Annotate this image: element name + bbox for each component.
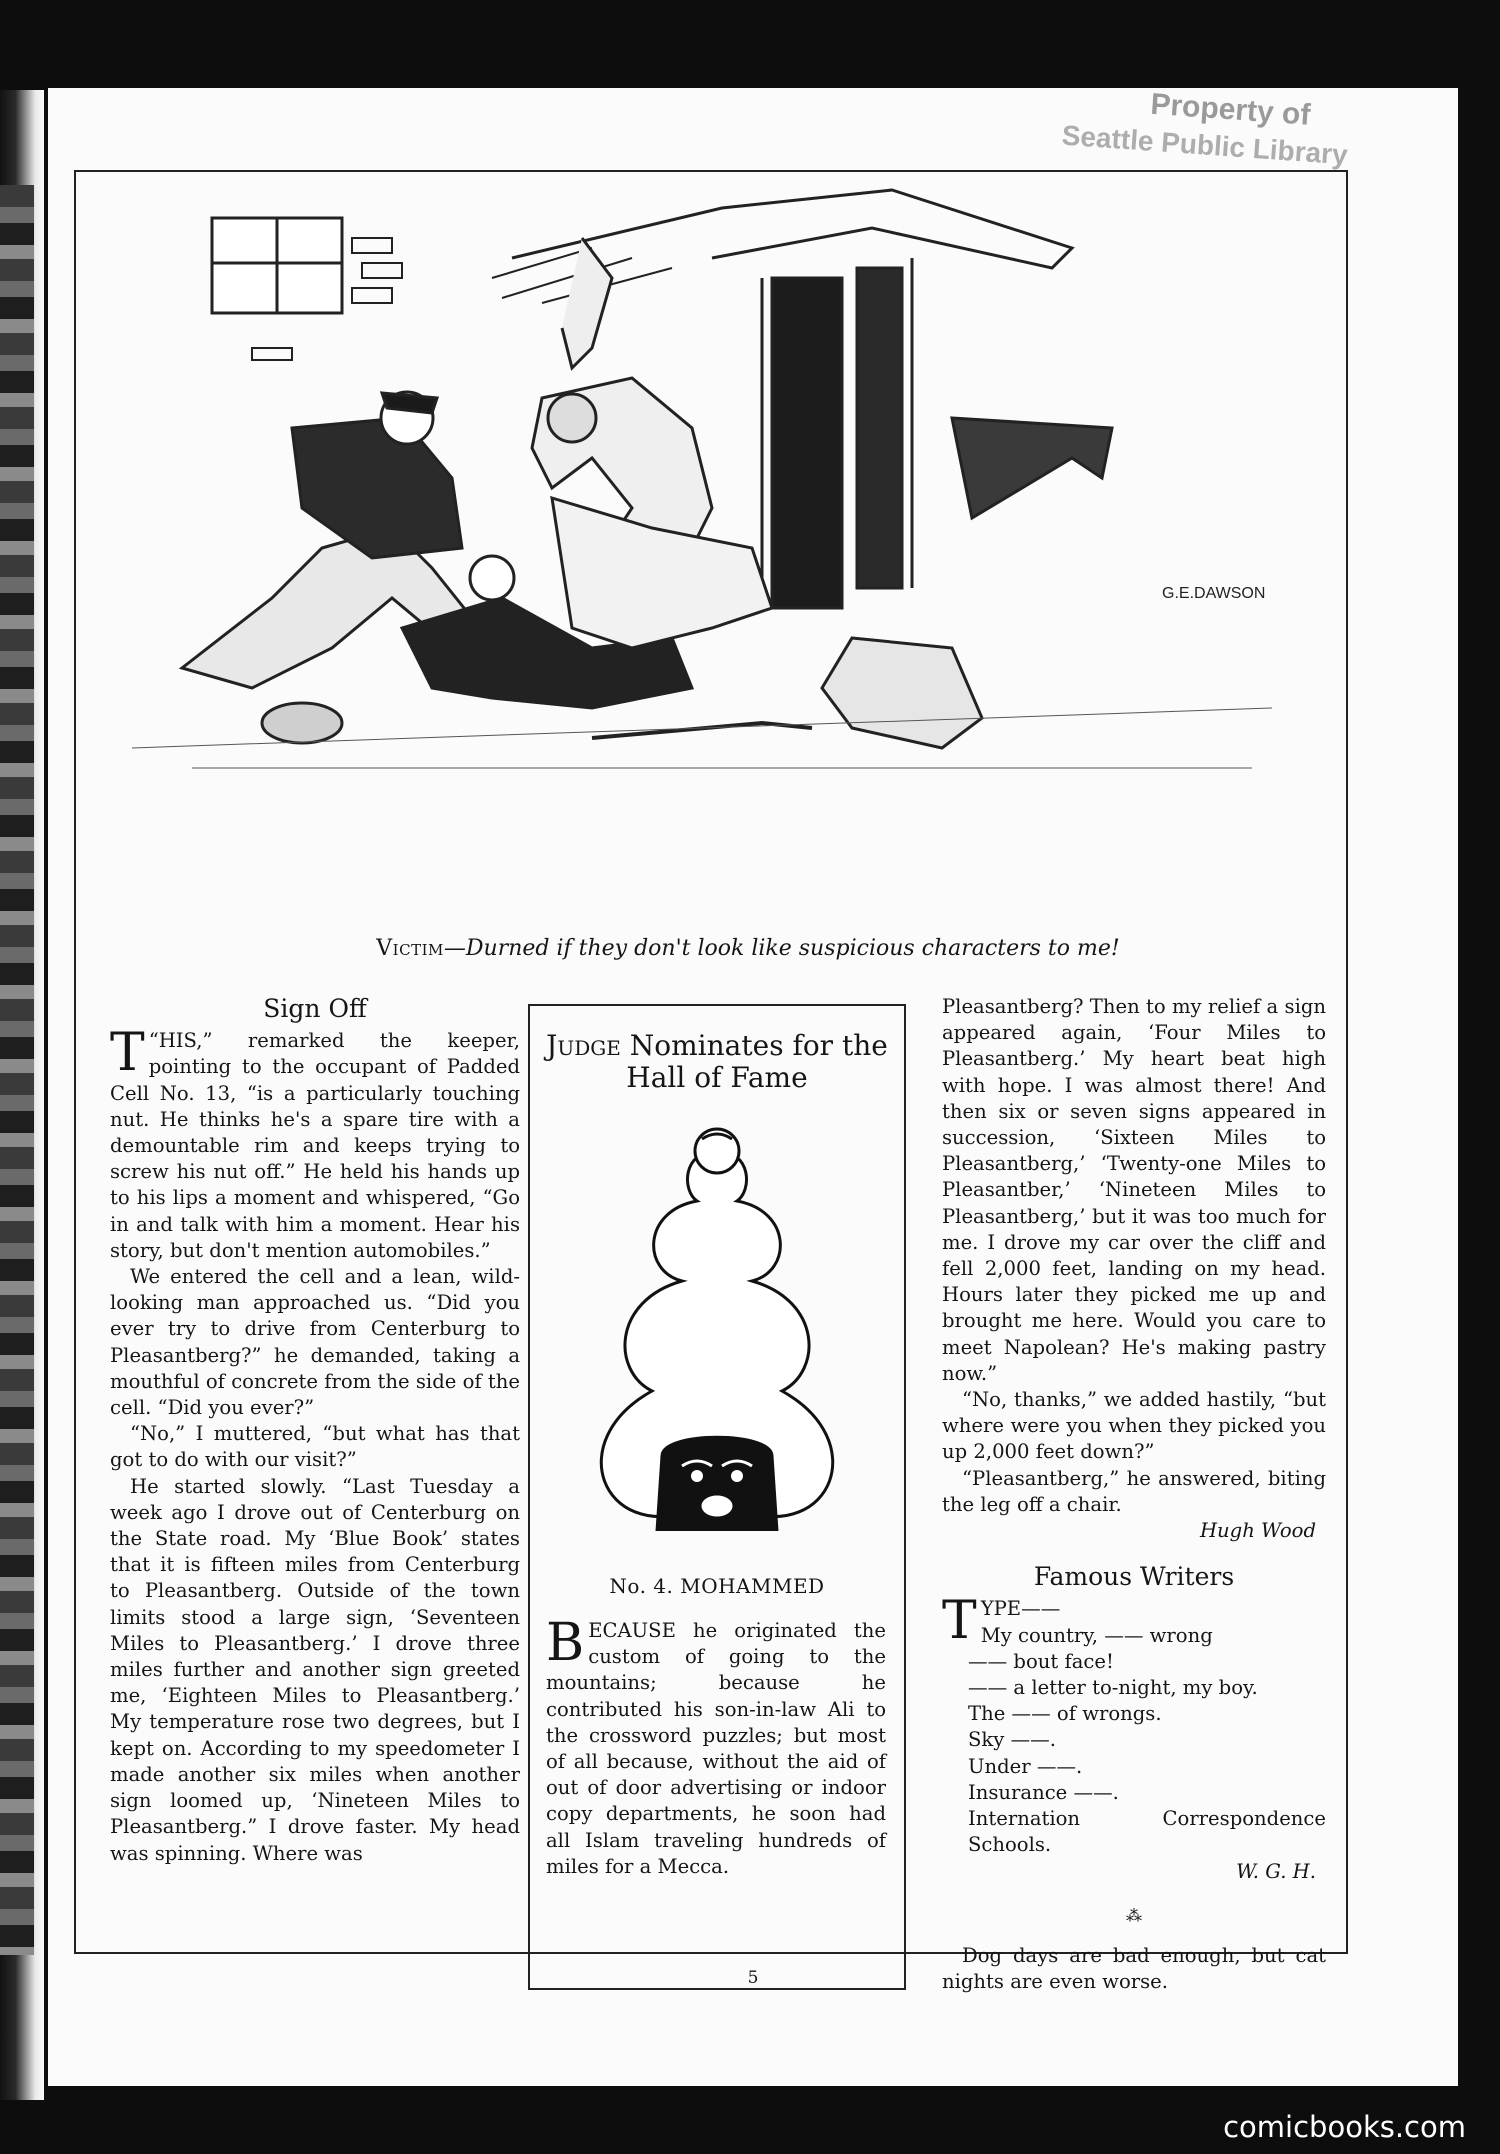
sign-off-paragraph-3: “No,” I muttered, “but what has that got to do with our visit?”	[110, 1422, 520, 1472]
cartoon-caption	[128, 936, 1368, 961]
mohammed-caricature	[572, 1111, 862, 1531]
poem-line: —— a letter to-night, my boy.	[968, 1676, 1258, 1700]
dropcap-b: B	[546, 1613, 585, 1673]
famous-writers-poem	[942, 1591, 1326, 1884]
poem-line: —— bout face!	[968, 1649, 1114, 1673]
poem-line: Insurance ——.	[968, 1780, 1119, 1804]
famous-writers-title: Famous Writers	[1033, 1562, 1235, 1592]
page-number: 5	[747, 1968, 759, 1988]
sign-off-paragraph-1: “ T HIS,” remarked the keeper, pointing to the occupant of Padded Cell No. 13, “is a particularly touching nut. He thinks he's a spare tire with a demountable rim and keeps trying to screw his nut off.” He held his hands up to his lips a moment and whispered, “Go in and talk with him a moment. Hear his story, but don't mention automobiles.”	[110, 1023, 520, 1262]
sign-off-paragraph-2: We entered the cell and a lean, wild-looking man approached us. “Did you ever try to drive from Centerburg to Pleasantberg?” he demanded, taking a mouthful of concrete from the side of the cell. “Did you ever?”	[110, 1265, 520, 1420]
type-word: YPE——	[980, 1597, 1061, 1621]
title-line-1: Nominates for the	[620, 1029, 888, 1062]
title-line-2: Hall of Fame	[626, 1061, 808, 1094]
poem-line: Sky ——.	[968, 1728, 1057, 1752]
adjacent-page-edge	[0, 90, 44, 2100]
figure-caption: No. 4. MOHAMMED	[609, 1574, 825, 1598]
poem-line: My country, —— wrong	[980, 1623, 1213, 1647]
artist-signature: G.E.DAWSON	[1162, 585, 1266, 602]
hall-of-fame-body: he originated the custom of going to the mountains; because he contributed his son-in-law Ali to the crossword puzzles; but most of all because, without the aid of out of door advertising or indoor copy departments, he soon had all Islam traveling hundreds of miles for a Mecca.	[546, 1619, 886, 1878]
poem-line: Under ——.	[968, 1754, 1083, 1778]
sign-off-title: Sign Off	[263, 994, 367, 1023]
caption-speaker: Victim	[376, 936, 444, 961]
famous-writers-signature: W. G. H.	[1236, 1859, 1316, 1883]
hall-of-fame-box	[528, 1004, 906, 1990]
sign-off-column	[110, 996, 520, 1867]
continued-paragraph: Pleasantberg? Then to my relief a sign appeared again, ‘Four Miles to Pleasantberg.’ My heart beat high with hope. I was almost there! And then six or seven signs appeared in succession, ‘Sixteen Miles to Pleasantberg,’ ‘Twenty-one Miles to Pleasantber,’ ‘Nineteen Miles to Pleasantberg,’ but it was too much for me. I drove my car over the cliff and fell 2,000 feet, landing on my head. Hours later they picked me up and brought me here. Would you care to meet Napolean? He's making pastry now.”	[942, 995, 1326, 1385]
filler-joke: Dog days are bad enough, but cat nights are even worse.	[942, 1943, 1326, 1994]
magazine-page	[48, 88, 1458, 2086]
because-word: ECAUSE	[588, 1619, 676, 1642]
hall-of-fame-title	[530, 1030, 904, 1094]
paragraph-1-text: ” remarked the keeper, pointing to the occupant of Padded Cell No. 13, “is a particularly touching nut. He thinks he's a spare tire with a demountable rim and keeps trying to screw his nut off.” He held his hands up to his lips a moment and whispered, “Go in and talk with him a moment. Hear his story, but don't mention automobiles.”	[110, 1029, 520, 1262]
asterism-divider: ⁂	[1126, 1905, 1142, 1925]
poem-line: The —— of wrongs.	[968, 1702, 1162, 1726]
dropcap-t: T	[110, 1023, 145, 1084]
caption-text: —Durned if they don't look like suspicious characters to me!	[443, 936, 1120, 961]
hall-of-fame-text	[546, 1613, 886, 1880]
sign-off-signature: Hugh Wood	[1199, 1519, 1316, 1543]
continued-paragraph-3: “Pleasantberg,” he answered, biting the leg off a chair.	[942, 1466, 1326, 1516]
judge-word: Judge	[546, 1029, 621, 1062]
opening-word: HIS,	[158, 1029, 203, 1053]
right-column	[942, 994, 1326, 1995]
continued-paragraph-2: “No, thanks,” we added hastily, “but where were you when they picked you up 2,000 feet down?”	[942, 1388, 1326, 1464]
cartoon-illustration	[72, 128, 1312, 823]
site-watermark: comicbooks.com	[1223, 2110, 1466, 2144]
dropcap-t-2: T	[942, 1591, 977, 1652]
poem-last-line: Internation Correspondence Schools.	[968, 1807, 1326, 1857]
adjacent-page-artwork	[0, 185, 34, 1955]
stamp-line-2: Seattle Public Library	[1060, 119, 1349, 171]
stamp-line-1: Property of	[1149, 87, 1312, 132]
sign-off-paragraph-4: He started slowly. “Last Tuesday a week ago I drove out of Centerburg on the State road. My ‘Blue Book’ states that it is fifteen miles from Centerburg to Pleasantberg. Outside of the town limits stood a large sign, ‘Seventeen Miles to Pleasantberg.’ I drove three miles further and another sign greeted me, ‘Eighteen Miles to Pleasantberg.’ My temperature rose two degrees, but I kept on. According to my speedometer I made another six miles when another sign loomed up, ‘Nineteen Miles to Pleasantberg.” I drove faster. My head was spinning. Where was	[110, 1474, 520, 1865]
